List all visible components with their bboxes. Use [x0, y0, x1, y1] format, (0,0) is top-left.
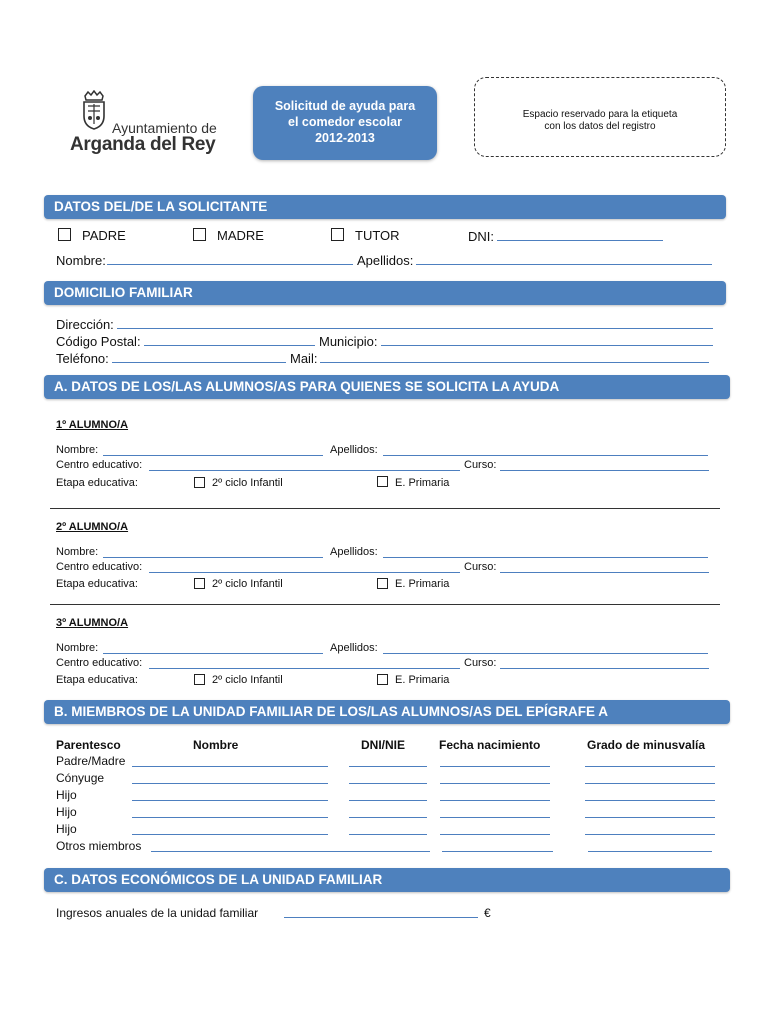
miembro-row-3-fecha[interactable]	[440, 800, 550, 801]
alumno-1-curso-field[interactable]	[500, 470, 709, 471]
codigo-postal-field[interactable]	[144, 345, 315, 346]
alumno-3-curso-field[interactable]	[500, 668, 709, 669]
municipio-field[interactable]	[381, 345, 713, 346]
miembro-row-2-dni[interactable]	[349, 783, 427, 784]
alumno-3-centro-field[interactable]	[149, 668, 460, 669]
alumno-2-curso-field[interactable]	[500, 572, 709, 573]
alumno-1-centro-label: Centro educativo:	[56, 459, 143, 471]
telefono-field[interactable]	[112, 362, 286, 363]
miembro-row-5-grado[interactable]	[585, 834, 715, 835]
miembro-row-3-nombre[interactable]	[132, 800, 328, 801]
alumno-1-nombre-field[interactable]	[103, 455, 323, 456]
alumno-3-infantil-checkbox[interactable]	[194, 674, 205, 685]
alumno-3-primaria-label: E. Primaria	[395, 674, 450, 686]
alumno-1-primaria-checkbox[interactable]	[377, 476, 388, 487]
padre-checkbox[interactable]	[58, 228, 71, 241]
section-domicilio-header: DOMICILIO FAMILIAR	[44, 281, 726, 305]
tutor-label: TUTOR	[355, 228, 400, 243]
apellidos-label: Apellidos:	[357, 253, 414, 268]
alumno-1-centro-field[interactable]	[149, 470, 460, 471]
alumno-3-nombre-label: Nombre:	[56, 642, 99, 654]
mail-label: Mail:	[290, 351, 318, 366]
alumno-2-curso-label: Curso:	[464, 561, 497, 573]
alumno-1-infantil-checkbox[interactable]	[194, 477, 205, 488]
nombre-field[interactable]	[107, 264, 353, 265]
alumno-3-infantil-label: 2º ciclo Infantil	[212, 674, 283, 686]
alumno-1-etapa-label: Etapa educativa:	[56, 477, 138, 489]
miembro-row-2-nombre[interactable]	[132, 783, 328, 784]
alumno-1-apellidos-field[interactable]	[383, 455, 708, 456]
alumno-2-nombre-field[interactable]	[103, 557, 323, 558]
alumno-1-separator	[50, 508, 720, 509]
alumno-2-infantil-label: 2º ciclo Infantil	[212, 578, 283, 590]
dni-field[interactable]	[497, 240, 663, 241]
miembro-row-2-label: Cónyuge	[56, 771, 105, 785]
miembro-row-5-dni[interactable]	[349, 834, 427, 835]
miembro-row-6-nombre[interactable]	[151, 851, 430, 852]
alumno-3-curso-label: Curso:	[464, 657, 497, 669]
registry-label-box	[474, 77, 726, 157]
alumno-2-primaria-checkbox[interactable]	[377, 578, 388, 589]
ingresos-label: Ingresos anuales de la unidad familiar	[56, 906, 259, 920]
alumno-3-apellidos-field[interactable]	[383, 653, 708, 654]
municipio-label: Municipio:	[319, 334, 378, 349]
miembro-row-3-label: Hijo	[56, 788, 77, 802]
registry-text-line2: con los datos del registro	[544, 121, 656, 132]
form-title-line3: 2012-2013	[315, 131, 375, 145]
alumno-2-heading: 2º ALUMNO/A	[56, 521, 129, 533]
alumno-2-separator	[50, 604, 720, 605]
form-title-box	[253, 86, 437, 160]
tutor-checkbox[interactable]	[331, 228, 344, 241]
coat-of-arms-icon	[80, 90, 108, 130]
col-fecha-header: Fecha nacimiento	[439, 738, 541, 752]
miembro-row-6-grado[interactable]	[588, 851, 712, 852]
telefono-label: Teléfono:	[56, 351, 109, 366]
alumno-2-centro-label: Centro educativo:	[56, 561, 143, 573]
alumno-3-nombre-field[interactable]	[103, 653, 323, 654]
miembro-row-1-fecha[interactable]	[440, 766, 550, 767]
miembro-row-2-fecha[interactable]	[440, 783, 550, 784]
alumno-1-heading: 1º ALUMNO/A	[56, 419, 129, 431]
section-solicitante-header: DATOS DEL/DE LA SOLICITANTE	[44, 195, 726, 219]
miembro-row-3-grado[interactable]	[585, 800, 715, 801]
miembro-row-4-label: Hijo	[56, 805, 77, 819]
registry-text-line1: Espacio reservado para la etiqueta	[522, 109, 678, 120]
logo-line2: Arganda del Rey	[70, 134, 216, 155]
currency-symbol: €	[484, 906, 491, 920]
alumno-3-apellidos-label: Apellidos:	[330, 642, 378, 654]
direccion-label: Dirección:	[56, 317, 114, 332]
alumno-3-centro-label: Centro educativo:	[56, 657, 143, 669]
nombre-label: Nombre:	[56, 253, 106, 268]
miembro-row-1-dni[interactable]	[349, 766, 427, 767]
alumno-1-nombre-label: Nombre:	[56, 444, 99, 456]
alumno-1-infantil-label: 2º ciclo Infantil	[212, 477, 283, 489]
miembro-row-2-grado[interactable]	[585, 783, 715, 784]
col-nombre-header: Nombre	[193, 738, 239, 752]
miembro-row-3-dni[interactable]	[349, 800, 427, 801]
form-title-line2: el comedor escolar	[288, 115, 402, 129]
logo-line1: Ayuntamiento de	[112, 120, 217, 136]
miembro-row-4-nombre[interactable]	[132, 817, 328, 818]
miembro-row-5-nombre[interactable]	[132, 834, 328, 835]
form-title-line1: Solicitud de ayuda para	[274, 99, 416, 113]
dni-label: DNI:	[468, 229, 494, 244]
section-miembros-header: B. MIEMBROS DE LA UNIDAD FAMILIAR DE LOS/LAS ALUMNOS/AS DEL EPÍGRAFE A	[44, 700, 730, 724]
miembro-row-5-fecha[interactable]	[440, 834, 550, 835]
direccion-field[interactable]	[117, 328, 713, 329]
alumno-3-heading: 3º ALUMNO/A	[56, 617, 129, 629]
padre-label: PADRE	[82, 228, 126, 243]
section-alumnos-header: A. DATOS DE LOS/LAS ALUMNOS/AS PARA QUIENES SE SOLICITA LA AYUDA	[44, 375, 730, 399]
codigo-postal-label: Código Postal:	[56, 334, 141, 349]
miembro-row-4-grado[interactable]	[585, 817, 715, 818]
alumno-1-curso-label: Curso:	[464, 459, 497, 471]
col-parentesco-header: Parentesco	[56, 738, 121, 752]
alumno-2-primaria-label: E. Primaria	[395, 578, 450, 590]
col-grado-header: Grado de minusvalía	[587, 738, 706, 752]
madre-label: MADRE	[217, 228, 264, 243]
col-dni-header: DNI/NIE	[361, 738, 406, 752]
alumno-2-etapa-label: Etapa educativa:	[56, 578, 138, 590]
alumno-3-primaria-checkbox[interactable]	[377, 674, 388, 685]
alumno-2-centro-field[interactable]	[149, 572, 460, 573]
alumno-2-infantil-checkbox[interactable]	[194, 578, 205, 589]
alumno-2-apellidos-label: Apellidos:	[330, 546, 378, 558]
miembro-row-1-nombre[interactable]	[132, 766, 328, 767]
miembro-row-4-dni[interactable]	[349, 817, 427, 818]
miembro-row-6-label: Otros miembros	[56, 839, 142, 853]
miembro-row-1-label: Padre/Madre	[56, 754, 126, 768]
alumno-1-primaria-label: E. Primaria	[395, 477, 450, 489]
apellidos-field[interactable]	[416, 264, 712, 265]
miembro-row-6-fecha[interactable]	[442, 851, 553, 852]
logo	[68, 90, 228, 154]
alumno-3-etapa-label: Etapa educativa:	[56, 674, 138, 686]
ingresos-field[interactable]	[284, 917, 478, 918]
alumno-2-nombre-label: Nombre:	[56, 546, 99, 558]
section-economicos-header: C. DATOS ECONÓMICOS DE LA UNIDAD FAMILIAR	[44, 868, 730, 892]
mail-field[interactable]	[320, 362, 709, 363]
alumno-2-apellidos-field[interactable]	[383, 557, 708, 558]
miembro-row-5-label: Hijo	[56, 822, 77, 836]
miembro-row-1-grado[interactable]	[585, 766, 715, 767]
madre-checkbox[interactable]	[193, 228, 206, 241]
miembro-row-4-fecha[interactable]	[440, 817, 550, 818]
alumno-1-apellidos-label: Apellidos:	[330, 444, 378, 456]
